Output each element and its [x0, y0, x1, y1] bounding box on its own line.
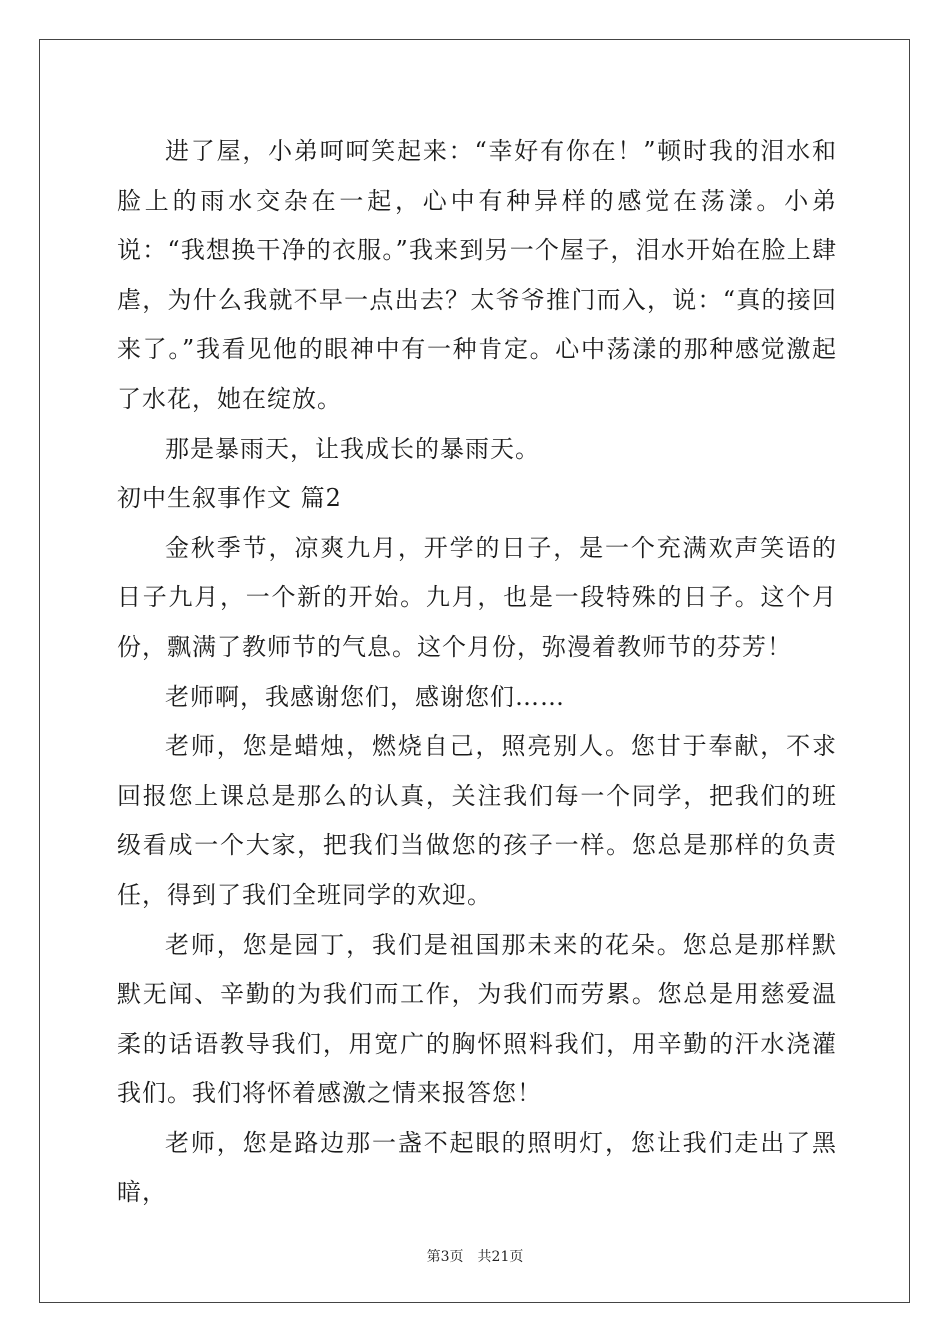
- section-heading: 初中生叙事作文 篇2: [117, 484, 342, 513]
- page-number-footer: 第3页 共21页: [426, 1249, 524, 1265]
- paragraph: 进了屋，小弟呵呵笑起来：“幸好有你在！”顿时我的泪水和脸上的雨水交杂在一起，心中有种异样的感觉在荡漾。小弟说：“我想换干净的衣服。”我来到另一个屋子，泪水开始在脸上肆虐，为什么我就不早一点出去？太爷爷推门而入，说：“真的接回来了。”我看见他的眼神中有一种肯定。心中荡漾的那种感觉激起了水花，她在绽放。: [117, 137, 837, 413]
- paragraph: 那是暴雨天，让我成长的暴雨天。: [165, 434, 540, 463]
- paragraph: 老师，您是蜡烛，燃烧自己，照亮别人。您甘于奉献，不求回报您上课总是那么的认真，关注我们每一个同学，把我们的班级看成一个大家，把我们当做您的孩子一样。您总是那样的负责任，得到了我们全班同学的欢迎。: [117, 732, 837, 909]
- document-body: [117, 127, 837, 1218]
- paragraph: 老师啊，我感谢您们，感谢您们……: [165, 682, 565, 711]
- paragraph: 金秋季节，凉爽九月，开学的日子，是一个充满欢声笑语的日子九月，一个新的开始。九月，也是一段特殊的日子。这个月份，飘满了教师节的气息。这个月份，弥漫着教师节的芬芳！: [117, 533, 837, 661]
- paragraph: 老师，您是路边那一盏不起眼的照明灯，您让我们走出了黑暗，: [117, 1128, 837, 1207]
- paragraph: 老师，您是园丁，我们是祖国那未来的花朵。您总是那样默默无闻、辛勤的为我们而工作，为我们而劳累。您总是用慈爱温柔的话语教导我们，用宽广的胸怀照料我们，用辛勤的汗水浇灌我们。我们将怀着感激之情来报答您！: [117, 930, 837, 1108]
